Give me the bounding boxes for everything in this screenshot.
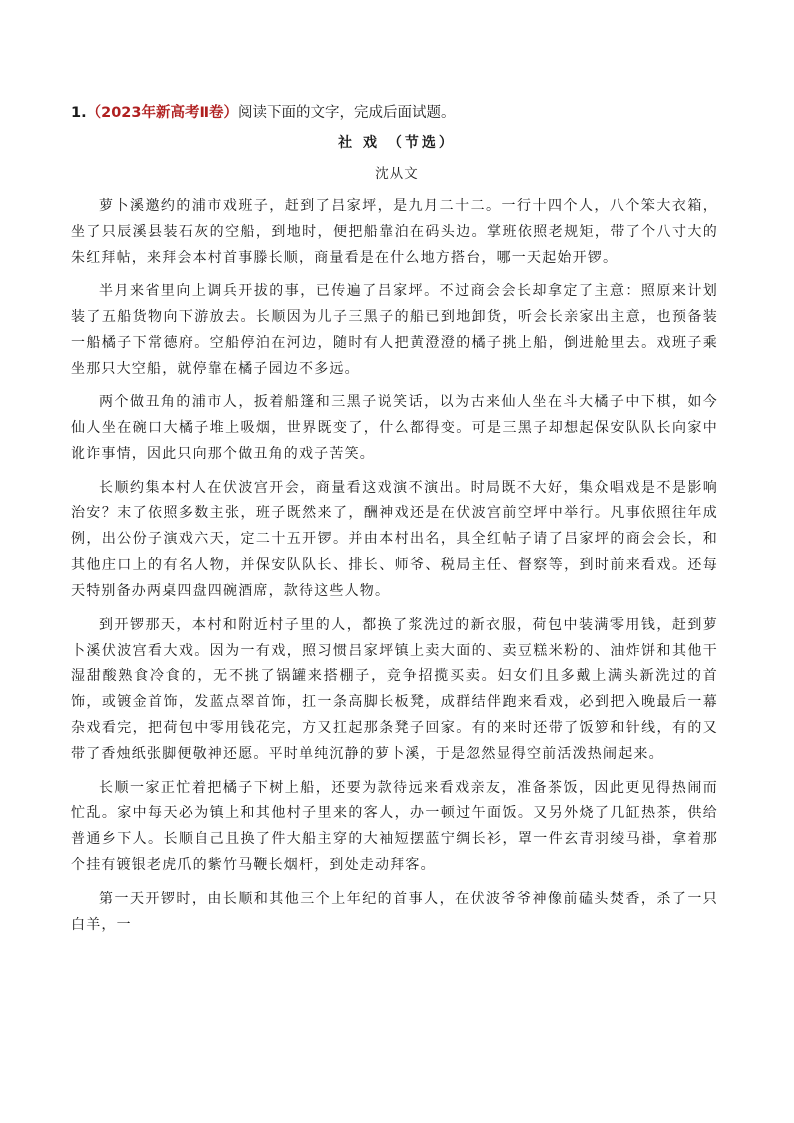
question-heading — [71, 102, 731, 124]
question-source: （2023年新高考Ⅱ卷） — [86, 105, 239, 121]
paragraph: 长顺约集本村人在伏波宫开会，商量看这戏演不演出。时局既不大好，集众唱戏是不是影响治安？末了依照多数主张，班子既然来了，酬神戏还是在伏波宫前空坪中举行。凡事依照往年成例，出公份子演戏六天，定二十五开锣。并由本村出名，具全红帖子请了吕家坪的商会会长，和其他庄口上的有名人物，并保安队队长、排长、师爷、税局主任、督察等，到时前来看戏。还每天特别备办两桌四盘四碗酒席，款待这些人物。 — [71, 479, 718, 600]
paragraph: 萝卜溪邀约的浦市戏班子，赶到了吕家坪，是九月二十二。一行十四个人，八个笨大衣箱，坐了只辰溪县装石灰的空船，到地时，便把船靠泊在码头边。掌班依照老规矩，带了个八寸大的朱红拜帖，来拜会本村首事滕长顺，商量看是在什么地方搭台，哪一天起始开锣。 — [71, 198, 718, 266]
question-instruction: 阅读下面的文字，完成后面试题。 — [238, 105, 456, 121]
paragraph: 半月来省里向上调兵开拔的事，已传遍了吕家坪。不过商会会长却拿定了主意：照原来计划装了五船货物向下游放去。长顺因为儿子三黑子的船已到地卸货，听会长亲家出主意，也预备装一船橘子下常德府。空船停泊在河边，随时有人把黄澄澄的橘子挑上船，倒进舱里去。戏班子乘坐那只大空船，就停靠在橘子园边不多远。 — [71, 283, 718, 377]
paragraph: 长顺一家正忙着把橘子下树上船，还要为款待远来看戏亲友，准备茶饭，因此更见得热闹而忙乱。家中每天必为镇上和其他村子里来的客人，办一顿过午面饭。又另外烧了几缸热茶，供给普通乡下人。长顺自己且换了件大船主穿的大袖短摆蓝宁绸长衫，罩一件玄青羽绫马褂，拿着那个挂有镀银老虎爪的紫竹马鞭长烟杆，到处走动拜客。 — [71, 779, 718, 874]
article-author: 沈从文 — [375, 166, 419, 182]
article-body — [71, 194, 718, 946]
question-number: 1. — [71, 105, 87, 121]
paragraph: 到开锣那天，本村和附近村子里的人，都换了浆洗过的新衣服，荷包中装满零用钱，赶到萝卜溪伏波宫看大戏。因为一有戏，照习惯吕家坪镇上卖大面的、卖豆糕米粉的、油炸饼和其他干湿甜酸熟食冷食的，无不挑了锅罐来搭棚子，竞争招揽买卖。妇女们且多戴上满头新洗过的首饰，或镀金首饰，发蓝点翠首饰，扛一条高脚长板凳，成群结伴跑来看戏，必到把入晚最后一幕杂戏看完，把荷包中零用钱花完，方又扛起那条凳子回家。有的来时还带了饭箩和针线，有的又带了香烛纸张脚便敬神还愿。平时单纯沉静的萝卜溪，于是忽然显得空前活泼热闹起来。 — [71, 616, 718, 763]
paragraph: 两个做丑角的浦市人，扳着船篷和三黑子说笑话，以为古来仙人坐在斗大橘子中下棋，如今仙人坐在碗口大橘子堆上吸烟，世界既变了，什么都得变。可是三黑子却想起保安队队长向家中讹诈事情，因此只向那个做丑角的戏子苦笑。 — [71, 394, 718, 463]
article-title: 社 戏 （节选） — [338, 135, 456, 151]
paragraph: 第一天开锣时，由长顺和其他三个上年纪的首事人，在伏波爷爷神像前磕头焚香，杀了一只白羊，一 — [71, 890, 718, 933]
